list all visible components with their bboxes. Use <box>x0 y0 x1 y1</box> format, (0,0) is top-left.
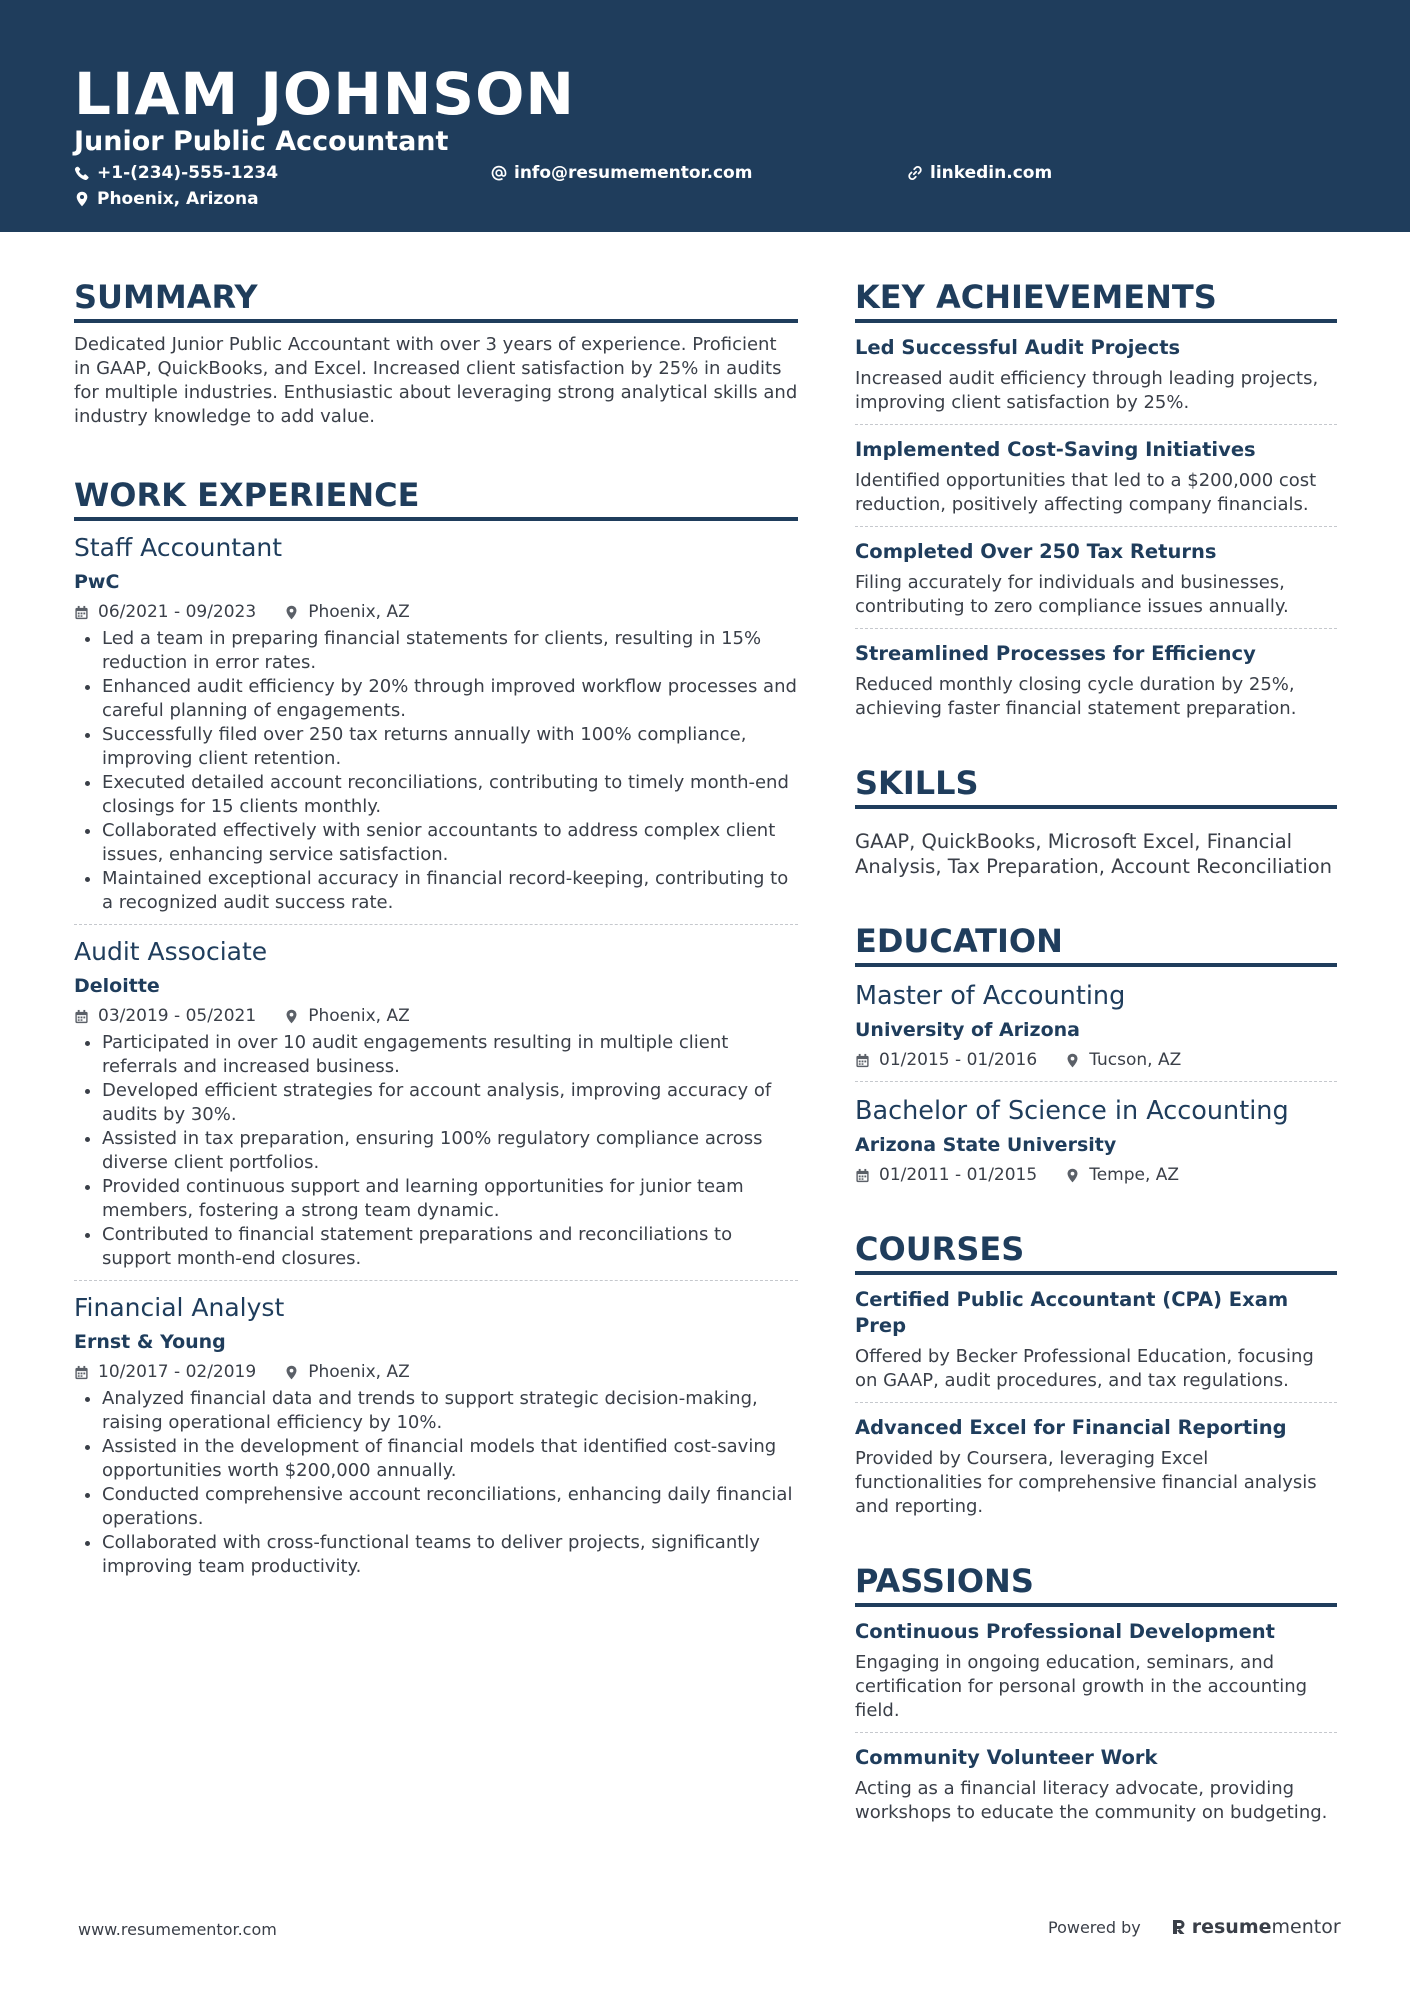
summary-section <box>74 275 798 429</box>
courses-item <box>855 1287 1337 1403</box>
divider <box>74 1280 798 1281</box>
date-group <box>74 1360 256 1384</box>
location-pin-icon <box>1065 1053 1080 1068</box>
company-name: Deloitte <box>74 975 160 997</box>
location-group <box>284 1004 410 1028</box>
courses-heading: COURSES <box>855 1227 1337 1275</box>
divider <box>74 924 798 925</box>
brand-name-light: mentor <box>1271 1916 1341 1938</box>
achievements-section <box>855 275 1337 721</box>
courses-description: Provided by Coursera, leveraging Excel functionalities for comprehensive financial analysis and reporting. <box>855 1448 1317 1517</box>
date-range: 01/2011 - 01/2015 <box>879 1165 1038 1185</box>
bullet-item: • Executed detailed account reconciliations, contributing to timely month-end closings for 15 clients monthly. <box>102 771 798 819</box>
bullet-item: • Enhanced audit efficiency by 20% through improved workflow processes and careful planning of engagements. <box>102 675 798 723</box>
education-list <box>855 979 1337 1187</box>
job-entry <box>74 531 798 925</box>
date-location-row <box>855 1163 1337 1187</box>
calendar-icon <box>855 1168 870 1183</box>
achievements-item <box>855 437 1337 527</box>
date-range: 10/2017 - 02/2019 <box>98 1362 257 1382</box>
location-group <box>1065 1163 1179 1187</box>
divider <box>855 628 1337 629</box>
bullet-item: • Successfully filed over 250 tax returns annually with 100% compliance, improving client retention. <box>102 723 798 771</box>
location-group <box>284 1360 410 1384</box>
phone-icon <box>74 165 90 181</box>
passions-item <box>855 1745 1337 1825</box>
course-list <box>855 1287 1337 1519</box>
job-bullets <box>74 627 798 915</box>
divider <box>855 526 1337 527</box>
divider <box>855 1732 1337 1733</box>
at-icon <box>491 165 507 181</box>
education-section <box>855 919 1337 1187</box>
location-pin-icon <box>284 1009 299 1024</box>
passions-description: Acting as a financial literacy advocate, providing workshops to educate the community on budgeting. <box>855 1778 1328 1823</box>
passions-heading: PASSIONS <box>855 1559 1337 1607</box>
job-bullets <box>74 1387 798 1579</box>
contact-phone[interactable] <box>74 162 278 184</box>
bullet-item: • Contributed to financial statement preparations and reconciliations to support month-end closures. <box>102 1223 798 1271</box>
date-group <box>855 1048 1037 1072</box>
location-pin-icon <box>284 605 299 620</box>
job-bullets <box>74 1031 798 1271</box>
company-name: PwC <box>74 571 120 593</box>
contact-location <box>74 188 259 210</box>
bullet-item: • Analyzed financial data and trends to support strategic decision-making, raising operational efficiency by 10%. <box>102 1387 798 1435</box>
bullet-item: • Maintained exceptional accuracy in financial record-keeping, contributing to a recognized audit success rate. <box>102 867 798 915</box>
achievements-item <box>855 539 1337 629</box>
job-title: Junior Public Accountant <box>74 126 449 157</box>
achievements-title: Streamlined Processes for Efficiency <box>855 642 1256 665</box>
location-pin-icon <box>74 191 90 207</box>
left-column <box>74 275 798 1579</box>
location: Tucson, AZ <box>1089 1050 1182 1070</box>
date-location-row <box>74 600 798 624</box>
date-location-row <box>74 1360 798 1384</box>
passion-list <box>855 1619 1337 1825</box>
bullet-item: • Assisted in tax preparation, ensuring 100% regulatory compliance across diverse client portfolios. <box>102 1127 798 1175</box>
courses-section <box>855 1227 1337 1519</box>
job-list <box>74 531 798 1579</box>
passions-title: Continuous Professional Development <box>855 1620 1275 1643</box>
job-role: Financial Analyst <box>74 1293 285 1322</box>
calendar-icon <box>74 1009 89 1024</box>
location-pin-icon <box>284 1365 299 1380</box>
passions-section <box>855 1559 1337 1825</box>
date-location-row <box>855 1048 1337 1072</box>
bullet-item: • Conducted comprehensive account reconciliations, enhancing daily financial operations. <box>102 1483 798 1531</box>
location-group <box>284 600 410 624</box>
date-group <box>74 600 256 624</box>
achievement-list <box>855 335 1337 721</box>
footer-website[interactable]: www.resumementor.com <box>78 1920 277 1939</box>
phone-text: +1-(234)-555-1234 <box>97 163 279 183</box>
calendar-icon <box>74 1365 89 1380</box>
courses-description: Offered by Becker Professional Education, focusing on GAAP, audit procedures, and tax regulations. <box>855 1346 1314 1391</box>
achievements-item <box>855 641 1337 721</box>
achievements-description: Increased audit efficiency through leading projects, improving client satisfaction by 25%. <box>855 368 1319 413</box>
divider <box>855 1402 1337 1403</box>
achievements-description: Filing accurately for individuals and businesses, contributing to zero compliance issues annually. <box>855 572 1289 617</box>
bullet-item: • Assisted in the development of financial models that identified cost-saving opportunities worth $200,000 annually. <box>102 1435 798 1483</box>
bullet-item: • Participated in over 10 audit engagements resulting in multiple client referrals and increased business. <box>102 1031 798 1079</box>
location: Phoenix, AZ <box>308 1006 410 1026</box>
contact-website[interactable] <box>907 162 1052 184</box>
job-role: Staff Accountant <box>74 533 283 562</box>
summary-heading: SUMMARY <box>74 275 798 323</box>
degree: Master of Accounting <box>855 981 1126 1011</box>
powered-by-label: Powered by <box>1048 1917 1141 1937</box>
brand-name-bold: resume <box>1191 1916 1272 1938</box>
date-group <box>74 1004 256 1028</box>
bullet-item: • Collaborated effectively with senior accountants to address complex client issues, enhancing service satisfaction. <box>102 819 798 867</box>
website-text: linkedin.com <box>930 163 1053 183</box>
skills-section <box>855 761 1337 879</box>
link-icon <box>907 165 923 181</box>
date-range: 06/2021 - 09/2023 <box>98 602 257 622</box>
experience-section <box>74 473 798 1579</box>
skills-heading: SKILLS <box>855 761 1337 809</box>
achievements-title: Implemented Cost-Saving Initiatives <box>855 438 1256 461</box>
divider <box>855 1081 1337 1082</box>
divider <box>855 424 1337 425</box>
email-text: info@resumementor.com <box>514 163 753 183</box>
brand-logo[interactable] <box>1171 1916 1341 1938</box>
resume-header <box>0 0 1410 232</box>
education-entry <box>855 979 1337 1082</box>
school-name: Arizona State University <box>855 1134 1117 1156</box>
courses-title: Advanced Excel for Financial Reporting <box>855 1416 1287 1439</box>
brand-mark-icon <box>1171 1918 1187 1936</box>
passions-description: Engaging in ongoing education, seminars, and certification for personal growth in the accounting field. <box>855 1652 1308 1721</box>
achievements-title: Led Successful Audit Projects <box>855 336 1181 359</box>
education-entry <box>855 1094 1337 1187</box>
summary-text: Dedicated Junior Public Accountant with over 3 years of experience. Proficient in GAAP, QuickBooks, and Excel. Increased client satisfaction by 25% in audits for multiple industries. Enthusiastic about leveraging strong analytical skills and industry knowledge to add value. <box>74 334 798 427</box>
achievements-item <box>855 335 1337 425</box>
experience-heading: WORK EXPERIENCE <box>74 473 798 521</box>
passions-title: Community Volunteer Work <box>855 1746 1158 1769</box>
bullet-item: • Provided continuous support and learning opportunities for junior team members, fostering a strong team dynamic. <box>102 1175 798 1223</box>
footer-branding <box>1048 1916 1341 1938</box>
right-column <box>855 275 1337 1825</box>
skills-text: GAAP, QuickBooks, Microsoft Excel, Financial Analysis, Tax Preparation, Account Reconciliation <box>855 830 1333 878</box>
company-name: Ernst & Young <box>74 1331 226 1353</box>
bullet-item: • Led a team in preparing financial statements for clients, resulting in 15% reduction in error rates. <box>102 627 798 675</box>
job-entry <box>74 1291 798 1579</box>
job-entry <box>74 935 798 1281</box>
school-name: University of Arizona <box>855 1019 1080 1041</box>
calendar-icon <box>855 1053 870 1068</box>
passions-item <box>855 1619 1337 1733</box>
achievements-description: Identified opportunities that led to a $200,000 cost reduction, positively affecting company financials. <box>855 470 1317 515</box>
location: Tempe, AZ <box>1089 1165 1180 1185</box>
achievements-title: Completed Over 250 Tax Returns <box>855 540 1217 563</box>
bullet-item: • Developed efficient strategies for account analysis, improving accuracy of audits by 30%. <box>102 1079 798 1127</box>
location-pin-icon <box>1065 1168 1080 1183</box>
calendar-icon <box>74 605 89 620</box>
education-heading: EDUCATION <box>855 919 1337 967</box>
job-role: Audit Associate <box>74 937 268 966</box>
date-range: 03/2019 - 05/2021 <box>98 1006 257 1026</box>
location: Phoenix, AZ <box>308 602 410 622</box>
location-group <box>1065 1048 1181 1072</box>
date-group <box>855 1163 1037 1187</box>
candidate-name: LIAM JOHNSON <box>74 60 575 128</box>
courses-item <box>855 1415 1337 1519</box>
achievements-heading: KEY ACHIEVEMENTS <box>855 275 1337 323</box>
date-range: 01/2015 - 01/2016 <box>879 1050 1038 1070</box>
location-text: Phoenix, Arizona <box>97 189 259 209</box>
contact-email[interactable] <box>491 162 752 184</box>
location: Phoenix, AZ <box>308 1362 410 1382</box>
courses-title: Certified Public Accountant (CPA) Exam Prep <box>855 1288 1289 1337</box>
degree: Bachelor of Science in Accounting <box>855 1096 1289 1126</box>
bullet-item: • Collaborated with cross-functional teams to deliver projects, significantly improving team productivity. <box>102 1531 798 1579</box>
date-location-row <box>74 1004 798 1028</box>
achievements-description: Reduced monthly closing cycle duration by 25%, achieving faster financial statement preparation. <box>855 674 1297 719</box>
